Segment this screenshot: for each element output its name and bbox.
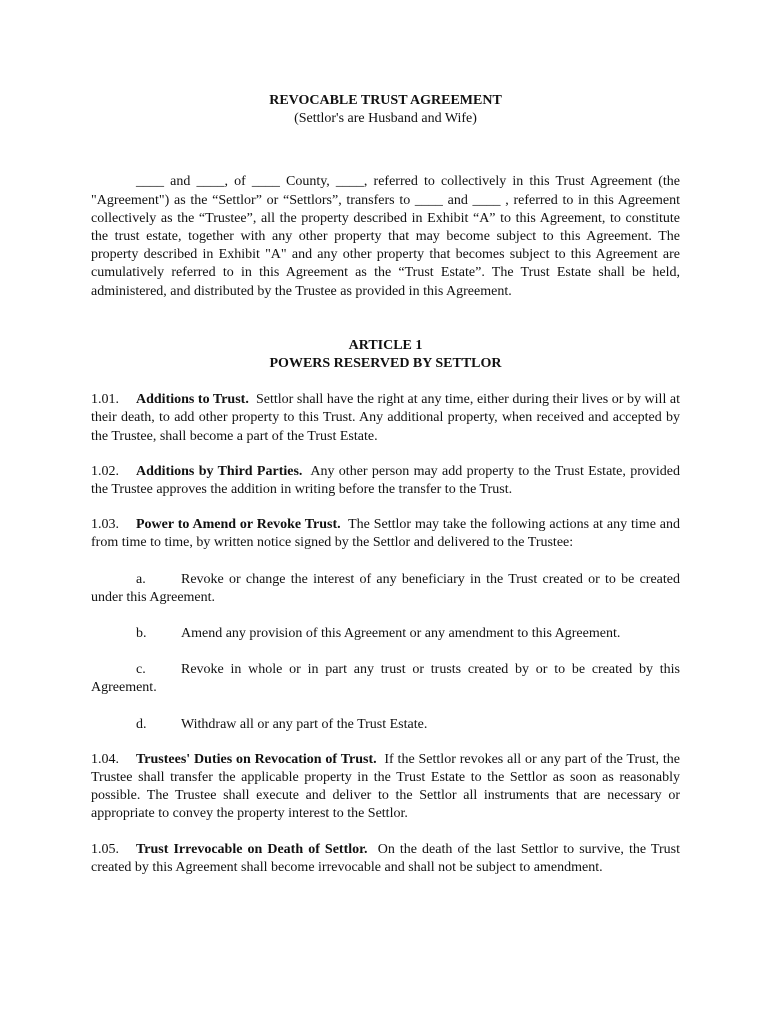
article-heading bbox=[91, 337, 680, 373]
section-number: 1.04. bbox=[91, 751, 119, 767]
section-heading: Trust Irrevocable on Death of Settlor. bbox=[136, 841, 368, 857]
section-number: 1.05. bbox=[91, 841, 119, 857]
section-heading: Additions by Third Parties. bbox=[136, 463, 303, 479]
document-page bbox=[91, 92, 680, 877]
subitem-text: Withdraw all or any part of the Trust Estate. bbox=[181, 716, 428, 732]
section-text: Any other person may add property to the Trust Estate, provided the Trustee approves the addition in writing before the transfer to the Trust. bbox=[91, 463, 680, 498]
subitem-text: Revoke in whole or in part any trust or trusts created by or to be created by this Agreement. bbox=[91, 662, 680, 696]
section-1-04 bbox=[91, 751, 680, 824]
section-heading: Additions to Trust. bbox=[136, 392, 249, 408]
section-text: On the death of the last Settlor to survive, the Trust created by this Agreement shall become irrevocable and shall not be subject to amendment. bbox=[91, 841, 680, 875]
section-number: 1.01. bbox=[91, 392, 119, 408]
subitem-text: Revoke or change the interest of any beneficiary in the Trust created or to be created under this Agreement. bbox=[91, 571, 680, 605]
section-1-01 bbox=[91, 391, 680, 446]
document-subtitle: (Settlor's are Husband and Wife) bbox=[294, 111, 477, 127]
subitem-letter: d. bbox=[136, 716, 147, 732]
section-number: 1.02. bbox=[91, 463, 119, 479]
section-heading: Power to Amend or Revoke Trust. bbox=[136, 517, 341, 533]
article-title: POWERS RESERVED BY SETTLOR bbox=[269, 356, 502, 372]
document-title: REVOCABLE TRUST AGREEMENT bbox=[269, 93, 502, 108]
article-number: ARTICLE 1 bbox=[348, 337, 423, 353]
section-text: If the Settlor revokes all or any part of the Trust, the Trustee shall transfer the applicable property in the Trust Estate to the Settlor as soon as reasonably possible. The Trustee shall execute and deliver to the Settlor all instruments that are necessary or appropriate to convey the property interest to the Settlor. bbox=[91, 751, 681, 822]
subitem-letter: b. bbox=[136, 626, 147, 642]
section-text: Settlor shall have the right at any time, either during their lives or by will at their death, to add other property to this Trust. Any additional property, when received and accepted by the Trustee, shall become a part of the Trust Estate. bbox=[91, 392, 681, 444]
title-block bbox=[91, 92, 680, 128]
section-heading: Trustees' Duties on Revocation of Trust. bbox=[136, 751, 377, 767]
intro-paragraph: ____ and ____, of ____ County, ____, referred to collectively in this Trust Agreement (the "Agreement") as the “Settlor” or “Settlors”, transfers to ____ and ____ , referred to in this Agreement collectively as the “Trustee”, all the property described in Exhibit “A” to this Agreement, to constitute the trust estate, together with any other property that may become subject to this Agreement. The property described in Exhibit "A" and any other property that becomes subject to this Agreement are cumulatively referred to in this Agreement as the “Trust Estate”. The Trust Estate shall be held, administered, and distributed by the Trustee as provided in this Agreement. bbox=[91, 174, 680, 299]
section-text: The Settlor may take the following actions at any time and from time to time, by written notice signed by the Settlor and delivered to the Trustee: bbox=[91, 517, 680, 551]
section-1-03 bbox=[91, 516, 680, 552]
subitem-letter: a. bbox=[136, 571, 146, 587]
section-1-02 bbox=[91, 463, 680, 499]
subitem-d bbox=[91, 716, 680, 734]
subitem-text: Amend any provision of this Agreement or any amendment to this Agreement. bbox=[181, 626, 621, 642]
subitem-letter: c. bbox=[136, 662, 146, 678]
subitem-a bbox=[91, 571, 680, 607]
subitem-b bbox=[91, 625, 680, 643]
section-1-05 bbox=[91, 841, 680, 877]
subitem-c bbox=[91, 661, 680, 697]
section-number: 1.03. bbox=[91, 517, 119, 533]
